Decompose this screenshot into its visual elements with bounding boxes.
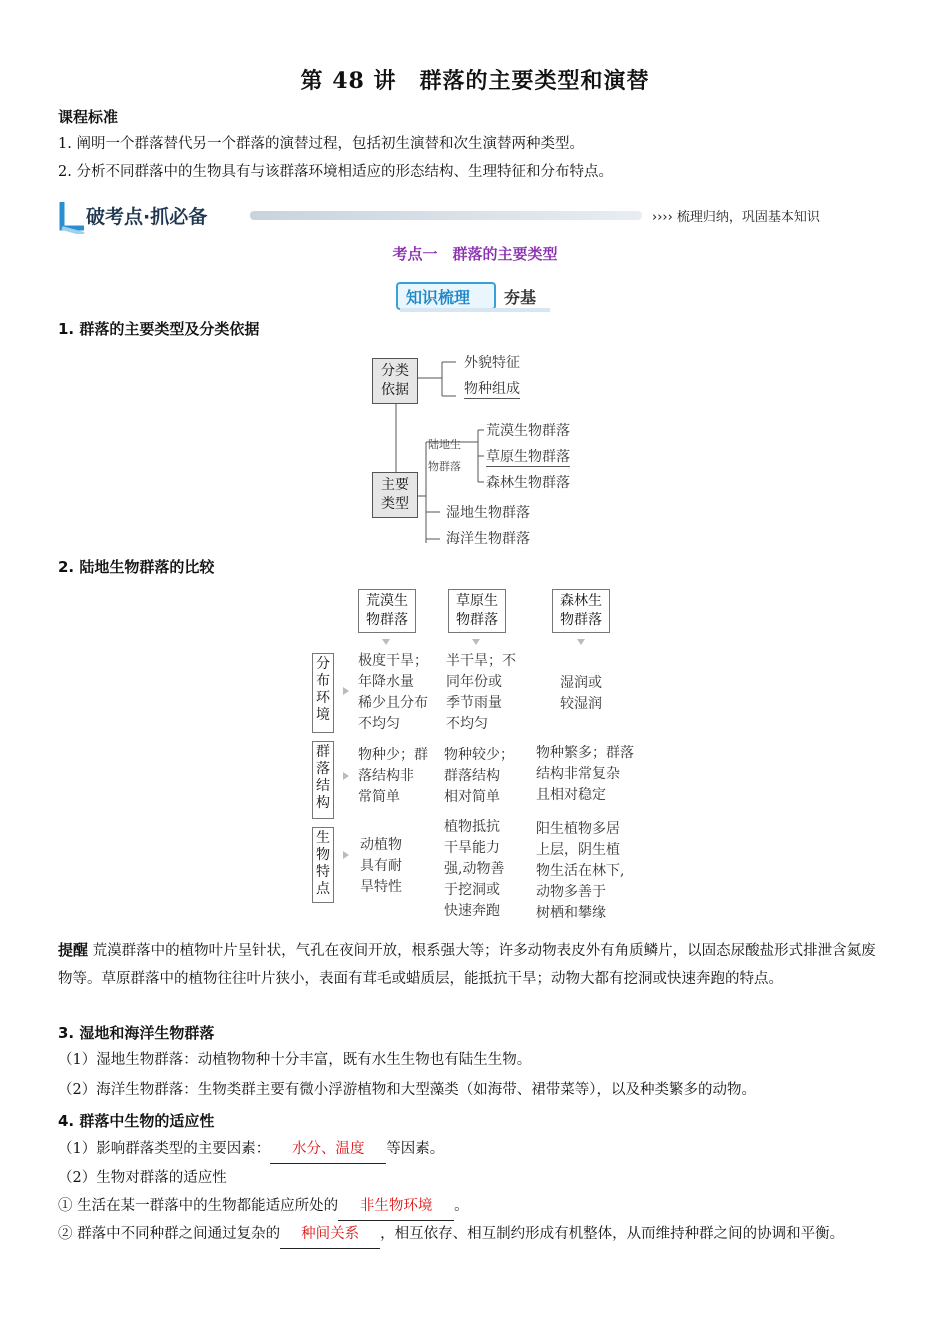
cell: 物种少；群 落结构非 常简单 bbox=[358, 747, 428, 805]
col-head: 荒漠生 物群落 bbox=[358, 589, 416, 633]
cell: 阳生植物多居 上层，阴生植 物生活在林下, 动物多善于 树栖和攀缘 bbox=[536, 821, 625, 921]
classification-diagram bbox=[360, 350, 620, 550]
comparison-diagram bbox=[310, 585, 650, 930]
text-segment: ② 群落中不同种群之间通过复杂的 bbox=[58, 1226, 281, 1242]
standard-item: 1. 阐明一个群落替代另一个群落的演替过程，包括初生演替和次生演替两种类型。 bbox=[58, 136, 584, 152]
basis-item: 外貌特征 bbox=[464, 355, 520, 371]
text-segment: 。 bbox=[454, 1198, 469, 1214]
cell: 物种繁多；群落 结构非常复杂 且相对稳定 bbox=[536, 745, 634, 803]
banner-divider bbox=[250, 211, 642, 220]
land-type: 草原生物群落 bbox=[486, 446, 570, 467]
sec4-line-relation bbox=[58, 1220, 890, 1249]
answer-blank: 种间关系 bbox=[280, 1220, 380, 1249]
text-segment: ，相互依存、相互制约形成有机整体，从而维持种群之间的协调和平衡。 bbox=[380, 1226, 845, 1242]
type-box: 主要 类型 bbox=[372, 472, 418, 518]
basis-item: 物种组成 bbox=[464, 378, 520, 399]
land-type: 荒漠生物群落 bbox=[486, 423, 570, 439]
sec2-heading: 2. 陆地生物群落的比较 bbox=[58, 558, 215, 576]
standard-heading: 课程标准 bbox=[58, 108, 119, 126]
other-type: 湿地生物群落 bbox=[446, 505, 530, 521]
cell: 物种较少； 群落结构 相对简单 bbox=[444, 747, 514, 805]
col-head: 草原生 物群落 bbox=[448, 589, 506, 633]
banner-subtitle: ›››› 梳理归纳，巩固基本知识 bbox=[652, 210, 820, 225]
banner-logo bbox=[58, 200, 243, 234]
sec4-line-factors bbox=[58, 1135, 444, 1164]
cell: 湿润或 较湿润 bbox=[560, 675, 602, 712]
sec4-line-env bbox=[58, 1192, 469, 1221]
text-segment: （1）影响群落类型的主要因素： bbox=[58, 1141, 271, 1157]
land-type: 森林生物群落 bbox=[486, 475, 570, 491]
basis-box: 分类 依据 bbox=[372, 358, 418, 404]
tip-paragraph bbox=[58, 936, 890, 993]
page-title: 第 48 讲 群落的主要类型和演替 bbox=[300, 68, 650, 94]
knowledge-badge bbox=[396, 280, 556, 314]
answer-blank: 非生物环境 bbox=[338, 1192, 454, 1221]
sec4-heading: 4. 群落中生物的适应性 bbox=[58, 1112, 215, 1130]
cell: 动植物 具有耐 旱特性 bbox=[360, 837, 402, 895]
text-segment: 等因素。 bbox=[386, 1141, 445, 1157]
land-label: 物群落 bbox=[428, 460, 461, 473]
section-title: 考点一 群落的主要类型 bbox=[392, 245, 558, 263]
sec3-item: （1）湿地生物群落：动植物物种十分丰富，既有水生生物也有陆生生物。 bbox=[58, 1052, 532, 1068]
row-label-traits: 生物特点 bbox=[312, 827, 334, 903]
other-type: 海洋生物群落 bbox=[446, 531, 530, 547]
cell: 极度干旱； 年降水量 稀少且分布 不均匀 bbox=[358, 653, 428, 732]
standard-item: 2. 分析不同群落中的生物具有与该群落环境相适应的形态结构、生理特征和分布特点。 bbox=[58, 164, 613, 180]
badge-right-text: 夯基 bbox=[504, 288, 537, 307]
cell: 植物抵抗 干旱能力 强,动物善 于挖洞或 快速奔跑 bbox=[444, 819, 505, 919]
text-segment: ① 生活在某一群落中的生物都能适应所处的 bbox=[58, 1198, 339, 1214]
sec4-line-adapt: （2）生物对群落的适应性 bbox=[58, 1170, 227, 1186]
land-label: 陆地生 bbox=[428, 438, 461, 451]
sec1-heading: 1. 群落的主要类型及分类依据 bbox=[58, 320, 260, 338]
tip-label: 提醒 bbox=[58, 941, 89, 959]
cell: 半干旱；不 同年份或 季节雨量 不均匀 bbox=[446, 653, 516, 732]
badge-left-text: 知识梳理 bbox=[406, 288, 471, 307]
sec3-item: （2）海洋生物群落：生物类群主要有微小浮游植物和大型藻类（如海带、裙带菜等），以及种类繁多的动物。 bbox=[58, 1082, 756, 1098]
row-label-environment: 分布环境 bbox=[312, 653, 334, 733]
tip-text: 荒漠群落中的植物叶片呈针状，气孔在夜间开放，根系强大等；许多动物表皮外有角质鳞片，以固态尿酸盐形式排泄含氮废物等。草原群落中的植物往往叶片狭小，表面有茸毛或蜡质层，能抵抗干旱；动物大都有挖洞或快速奔跑的特点。 bbox=[58, 943, 876, 987]
answer-blank: 水分、温度 bbox=[270, 1135, 386, 1164]
row-label-structure: 群落结构 bbox=[312, 741, 334, 819]
banner-title: 破考点·抓必备 bbox=[86, 206, 208, 228]
col-head: 森林生 物群落 bbox=[552, 589, 610, 633]
sec3-heading: 3. 湿地和海洋生物群落 bbox=[58, 1024, 215, 1042]
